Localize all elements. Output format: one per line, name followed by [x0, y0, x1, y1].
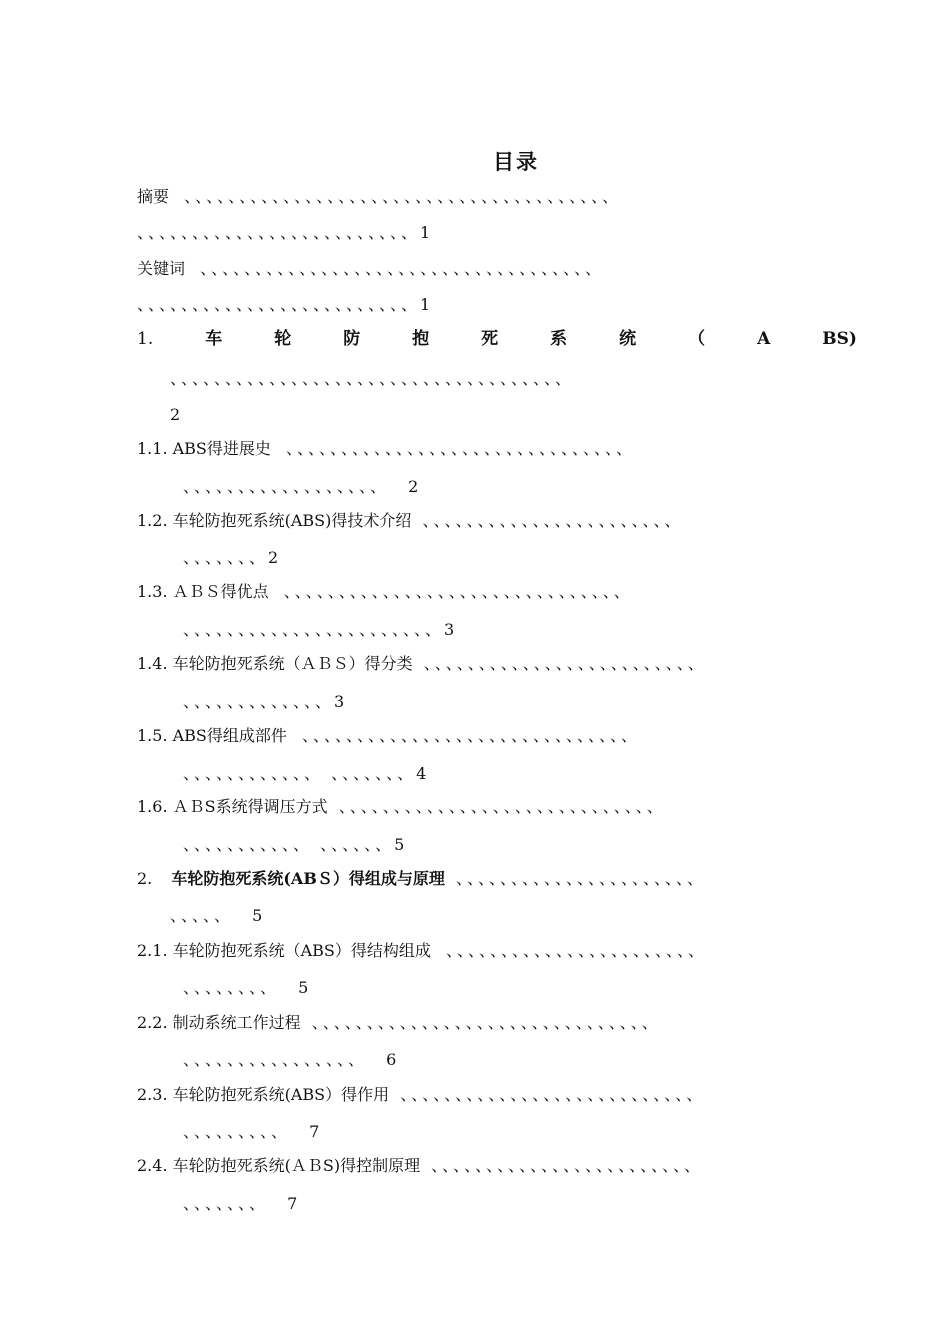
toc-label: 关键词: [137, 259, 186, 278]
toc-entry-abstract-cont: [137, 222, 430, 244]
toc-heading-char: 统: [619, 329, 637, 349]
toc-entry-1-4[interactable]: [137, 653, 707, 675]
toc-page-number: 2: [268, 548, 279, 567]
toc-label: 2.1. 车轮防抱死系统（ABS）得结构组成: [137, 941, 431, 960]
toc-page-number: 1: [420, 223, 431, 242]
toc-entry-1-1-cont: [183, 476, 418, 498]
toc-entry-2-4[interactable]: [137, 1155, 703, 1177]
toc-heading-char: A: [757, 329, 771, 349]
toc-page-number: 5: [298, 978, 309, 997]
toc-entry-1-6[interactable]: [137, 796, 666, 818]
toc-heading-char: 轮: [274, 329, 292, 349]
toc-label: 1.5. ABS得组成部件: [137, 726, 287, 745]
toc-entry-2-3[interactable]: [137, 1084, 705, 1106]
toc-leader: 、、、、、、、、、、、 、、、、、、: [183, 835, 395, 854]
toc-leader: 、、、、、、、: [183, 1194, 269, 1213]
toc-leader: 、、、、、、、、: [183, 978, 280, 997]
toc-leader: 、、、、、、、、、、、、、、、、、、、、、、、、、、、、、: [338, 797, 666, 816]
toc-leader: 、、、、、、、、、、、、、、、、、、、、、、、、、、、、、、、: [311, 1013, 661, 1032]
toc-leader: 、、、、、、、、、、、、、、、、、、、、、、、、、、、、、、、、、、、、: [170, 369, 575, 388]
toc-label: 1.6. ＡＢS系统得调压方式: [137, 797, 328, 816]
toc-label: 1.1. ABS得进展史: [137, 439, 271, 458]
toc-page-number: 1: [420, 295, 431, 314]
toc-label: 1.2. 车轮防抱死系统(ABS)得技术介绍: [137, 511, 412, 530]
toc-heading-char: BS): [822, 329, 857, 349]
toc-label: 2.2. 制动系统工作过程: [137, 1013, 301, 1032]
toc-page-number: 7: [287, 1194, 298, 1213]
toc-leader: 、、、、、、、、、、、、、、、、、、、、、、、、: [431, 1156, 704, 1175]
toc-heading-char: 车: [205, 329, 223, 349]
toc-entry-chapter-2-cont: [170, 905, 262, 927]
toc-entry-chapter-1-cont: [170, 368, 574, 390]
toc-entry-1-3-cont: [183, 619, 454, 641]
toc-leader: 、、、、、、、、、: [183, 1122, 291, 1141]
toc-entry-chapter-1[interactable]: [137, 328, 857, 350]
toc-entry-2-4-cont: [183, 1193, 297, 1215]
toc-leader: 、、、、、、、、、、、、、、、、、、、、、、、、、、、、、、、、、、、、、、、: [184, 187, 622, 206]
toc-page-number: 7: [309, 1122, 320, 1141]
toc-leader: 、、、、、、、、、、、、、、、、: [183, 1050, 368, 1069]
toc-label: 车轮防抱死系统(ABＳ）得组成与原理: [171, 869, 445, 888]
toc-entry-2-1-cont: [183, 977, 308, 999]
toc-entry-2-3-cont: [183, 1121, 319, 1143]
toc-entry-2-2-cont: [183, 1049, 396, 1071]
toc-label: 2.3. 车轮防抱死系统(ABS）得作用: [137, 1085, 390, 1104]
toc-leader: 、、、、、、、、、、、、、、、、、、、、、、、: [446, 941, 708, 960]
toc-entry-1-6-cont: [183, 834, 404, 856]
toc-entry-2-1[interactable]: [137, 940, 707, 962]
toc-heading-char: 抱: [412, 329, 430, 349]
toc-entry-chapter-2[interactable]: [137, 868, 706, 890]
toc-leader: 、、、、、、、、、、、、、、、、、、、、、、、、、: [423, 654, 707, 673]
toc-label: 2.4. 车轮防抱死系统(ＡＢS)得控制原理: [137, 1156, 421, 1175]
toc-page-number: 3: [334, 692, 345, 711]
toc-leader: 、、、、、、、、、、、、、、、、、、、、、、、、、: [137, 223, 421, 242]
toc-label: 1.4. 车轮防抱死系统（ＡＢＳ）得分类: [137, 654, 413, 673]
toc-leader: 、、、、、、、、、、、、、、、、、、、、、、、、、、、、、、、、、、、、: [200, 259, 605, 278]
toc-label: 摘要: [137, 187, 170, 206]
toc-leader: 、、、、、、、: [183, 548, 269, 567]
toc-label: 1.3. ＡＢＳ得优点: [137, 582, 269, 601]
toc-heading-char: 系: [550, 329, 568, 349]
toc-number: 2.: [137, 869, 153, 888]
toc-leader: 、、、、、、、、、、、、 、、、、、、、: [183, 764, 417, 783]
toc-entry-1-2[interactable]: [137, 510, 684, 532]
toc-page-number: 5: [252, 906, 263, 925]
page-title: 目录: [493, 149, 539, 174]
toc-entry-abstract[interactable]: [137, 186, 621, 208]
toc-entry-1-4-cont: [183, 691, 344, 713]
toc-leader: 、、、、、、、、、、、、、、、、、、、、、、、: [183, 620, 445, 639]
toc-entry-2-2[interactable]: [137, 1012, 661, 1034]
toc-leader: 、、、、、、、、、、、、、: [183, 692, 335, 711]
toc-leader: 、、、、、、、、、、、、、、、、、、: [183, 477, 390, 496]
toc-entry-1-1[interactable]: [137, 438, 635, 460]
toc-heading-char: 死: [481, 329, 499, 349]
toc-leader: 、、、、、、、、、、、、、、、、、、、、、、、、、: [137, 295, 421, 314]
toc-page-number: 5: [394, 835, 405, 854]
toc-page-number: 2: [170, 405, 181, 424]
toc-leader: 、、、、、、、、、、、、、、、、、、、、、、: [455, 869, 706, 888]
toc-entry-1-5[interactable]: [137, 725, 640, 747]
toc-leader: 、、、、、、、、、、、、、、、、、、、、、、、、、、、、、、: [302, 726, 641, 745]
toc-leader: 、、、、、、、、、、、、、、、、、、、、、、、、、、、、、、、: [283, 582, 633, 601]
toc-entry-keywords-cont: [137, 294, 430, 316]
toc-heading-char: （: [688, 329, 706, 349]
toc-leader: 、、、、、、、、、、、、、、、、、、、、、、、: [422, 511, 684, 530]
toc-number: 1.: [137, 329, 154, 349]
toc-page-number: 2: [408, 477, 419, 496]
toc-entry-1-3[interactable]: [137, 581, 633, 603]
toc-entry-chapter-1-page: [170, 404, 180, 426]
toc-page-number: 6: [386, 1050, 397, 1069]
toc-entry-1-5-cont: [183, 763, 426, 785]
toc-heading-char: 防: [343, 329, 361, 349]
toc-entry-1-2-cont: [183, 547, 278, 569]
toc-entry-keywords[interactable]: [137, 258, 604, 280]
toc-leader: 、、、、、: [170, 906, 234, 925]
toc-leader: 、、、、、、、、、、、、、、、、、、、、、、、、、、、、、、、: [286, 439, 636, 458]
toc-page-number: 4: [416, 764, 427, 783]
toc-page-number: 3: [444, 620, 455, 639]
toc-leader: 、、、、、、、、、、、、、、、、、、、、、、、、、、、: [400, 1085, 706, 1104]
